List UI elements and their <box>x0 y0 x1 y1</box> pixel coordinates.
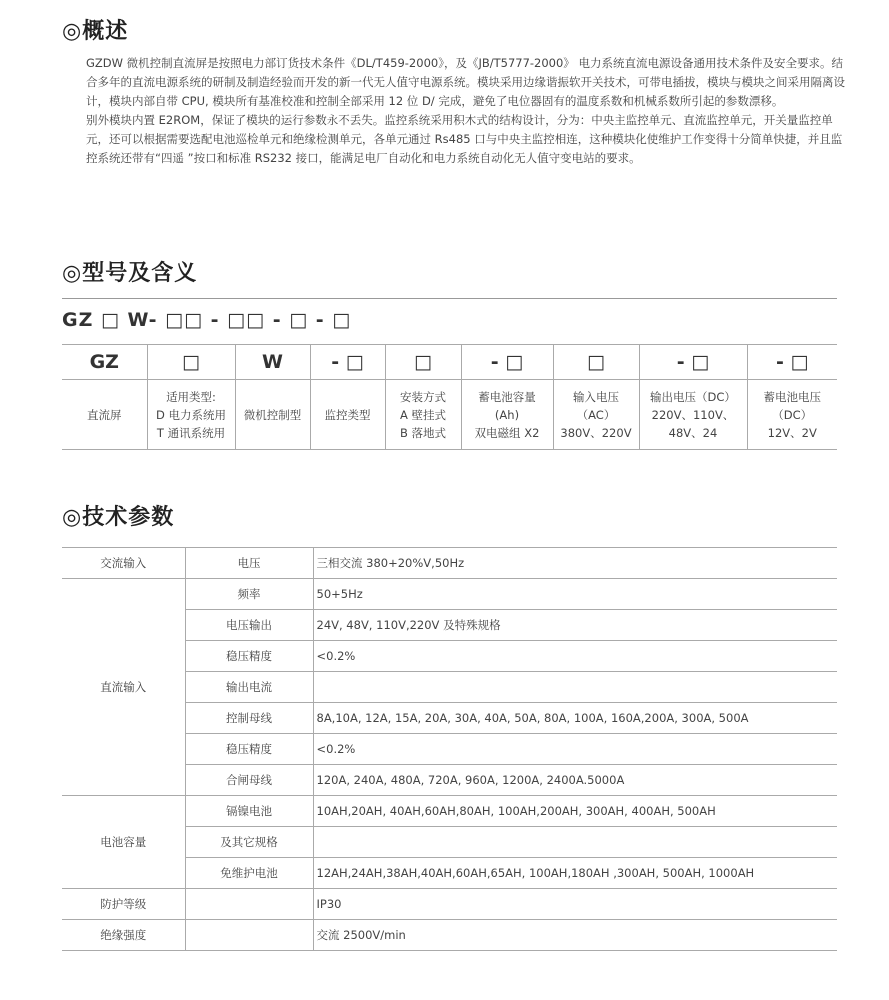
model-desc: 微机控制型 <box>235 380 310 450</box>
param-value: IP30 <box>313 889 837 920</box>
model-divider-top <box>62 298 837 299</box>
param-item: 及其它规格 <box>185 827 313 858</box>
param-value: <0.2% <box>313 641 837 672</box>
model-description-row <box>62 380 837 450</box>
param-group: 交流输入 <box>62 548 185 579</box>
param-value: 50+5Hz <box>313 579 837 610</box>
params-body <box>62 548 837 951</box>
params-row <box>62 889 837 920</box>
param-value: 12AH,24AH,38AH,40AH,60AH,65AH, 100AH,180AH ,300AH, 500AH, 1000AH <box>313 858 837 889</box>
model-desc: 直流屏 <box>62 380 147 450</box>
param-group: 防护等级 <box>62 889 185 920</box>
model-code: W <box>235 345 310 380</box>
model-desc: 监控类型 <box>310 380 385 450</box>
model-desc: 输入电压 （AC） 380V、220V <box>553 380 639 450</box>
param-group: 绝缘强度 <box>62 920 185 951</box>
overview-title: ◎概述 <box>62 19 129 44</box>
params-table <box>62 547 837 951</box>
param-item <box>185 920 313 951</box>
overview-paragraph-1: GZDW 微机控制直流屏是按照电力部订货技术条件《DL/T459-2000》，及《JB/T5777-2000》 电力系统直流电源设备通用技术条件及安全要求。结合多年的直流电源系统的研制及制造经验而开发的新一代无人值守电源系统。模块采用边缘谐振软开关技术，可带电插拔，模块与模块之间采用隔离设计，模块内部自带 CPU, 模块所有基准校准和控制全部采用 12 位 D/ 完成，避免了电位器固有的温度系数和机械系数所引起的参数漂移。 <box>86 56 845 108</box>
param-item: 合闸母线 <box>185 765 313 796</box>
overview-text <box>86 54 846 168</box>
param-value: 8A,10A, 12A, 15A, 20A, 30A, 40A, 50A, 80A, 100A, 160A,200A, 300A, 500A <box>313 703 837 734</box>
model-code: - □ <box>461 345 553 380</box>
model-desc: 输出电压（DC） 220V、110V、 48V、24 <box>639 380 747 450</box>
params-row <box>62 920 837 951</box>
param-item: 免维护电池 <box>185 858 313 889</box>
model-code: □ <box>385 345 461 380</box>
param-value <box>313 827 837 858</box>
param-item: 输出电流 <box>185 672 313 703</box>
param-item: 电压输出 <box>185 610 313 641</box>
params-title: ◎技术参数 <box>62 505 175 530</box>
params-row <box>62 796 837 827</box>
model-code: □ <box>147 345 235 380</box>
param-value: 10AH,20AH, 40AH,60AH,80AH, 100AH,200AH, 300AH, 400AH, 500AH <box>313 796 837 827</box>
model-desc: 蓄电池电压 （DC） 12V、2V <box>747 380 837 450</box>
model-desc: 适用类型: D 电力系统用 T 通讯系统用 <box>147 380 235 450</box>
param-value <box>313 672 837 703</box>
model-meaning-table <box>62 344 837 450</box>
param-group: 直流输入 <box>62 579 185 796</box>
model-desc: 蓄电池容量 (Ah) 双电磁组 X2 <box>461 380 553 450</box>
param-item: 镉镍电池 <box>185 796 313 827</box>
param-item: 控制母线 <box>185 703 313 734</box>
model-code: GZ <box>62 345 147 380</box>
model-code: - □ <box>747 345 837 380</box>
model-code: □ <box>553 345 639 380</box>
params-row <box>62 548 837 579</box>
param-group: 电池容量 <box>62 796 185 889</box>
model-code: - □ <box>639 345 747 380</box>
overview-paragraph-2: 别外模块内置 E2ROM，保证了模块的运行参数永不丢失。监控系统采用积木式的结构设计，分为：中央主监控单元、直流监控单元，开关量监控单元，还可以根据需要选配电池巡检单元和绝缘检测单元，各单元通过 Rs485 口与中央主监控相连，这种模块化使维护工作变得十分简单快捷，并且监控系统还带有“四遥 ”按口和标准 RS232 接口，能满足电厂自动化和电力系统自动化无人值守变电站的要求。 <box>86 113 843 165</box>
param-value: 交流 2500V/min <box>313 920 837 951</box>
model-desc: 安装方式 A 壁挂式 B 落地式 <box>385 380 461 450</box>
param-item: 稳压精度 <box>185 641 313 672</box>
param-item <box>185 889 313 920</box>
model-formula: GZ □ W- □□ - □□ - □ - □ <box>62 309 352 331</box>
param-item: 频率 <box>185 579 313 610</box>
param-item: 稳压精度 <box>185 734 313 765</box>
param-value: <0.2% <box>313 734 837 765</box>
param-item: 电压 <box>185 548 313 579</box>
model-code: - □ <box>310 345 385 380</box>
params-row <box>62 579 837 610</box>
param-value: 三相交流 380+20%V,50Hz <box>313 548 837 579</box>
model-code-row <box>62 345 837 380</box>
param-value: 24V, 48V, 110V,220V 及特殊规格 <box>313 610 837 641</box>
model-title: ◎型号及含义 <box>62 261 198 286</box>
param-value: 120A, 240A, 480A, 720A, 960A, 1200A, 2400A.5000A <box>313 765 837 796</box>
